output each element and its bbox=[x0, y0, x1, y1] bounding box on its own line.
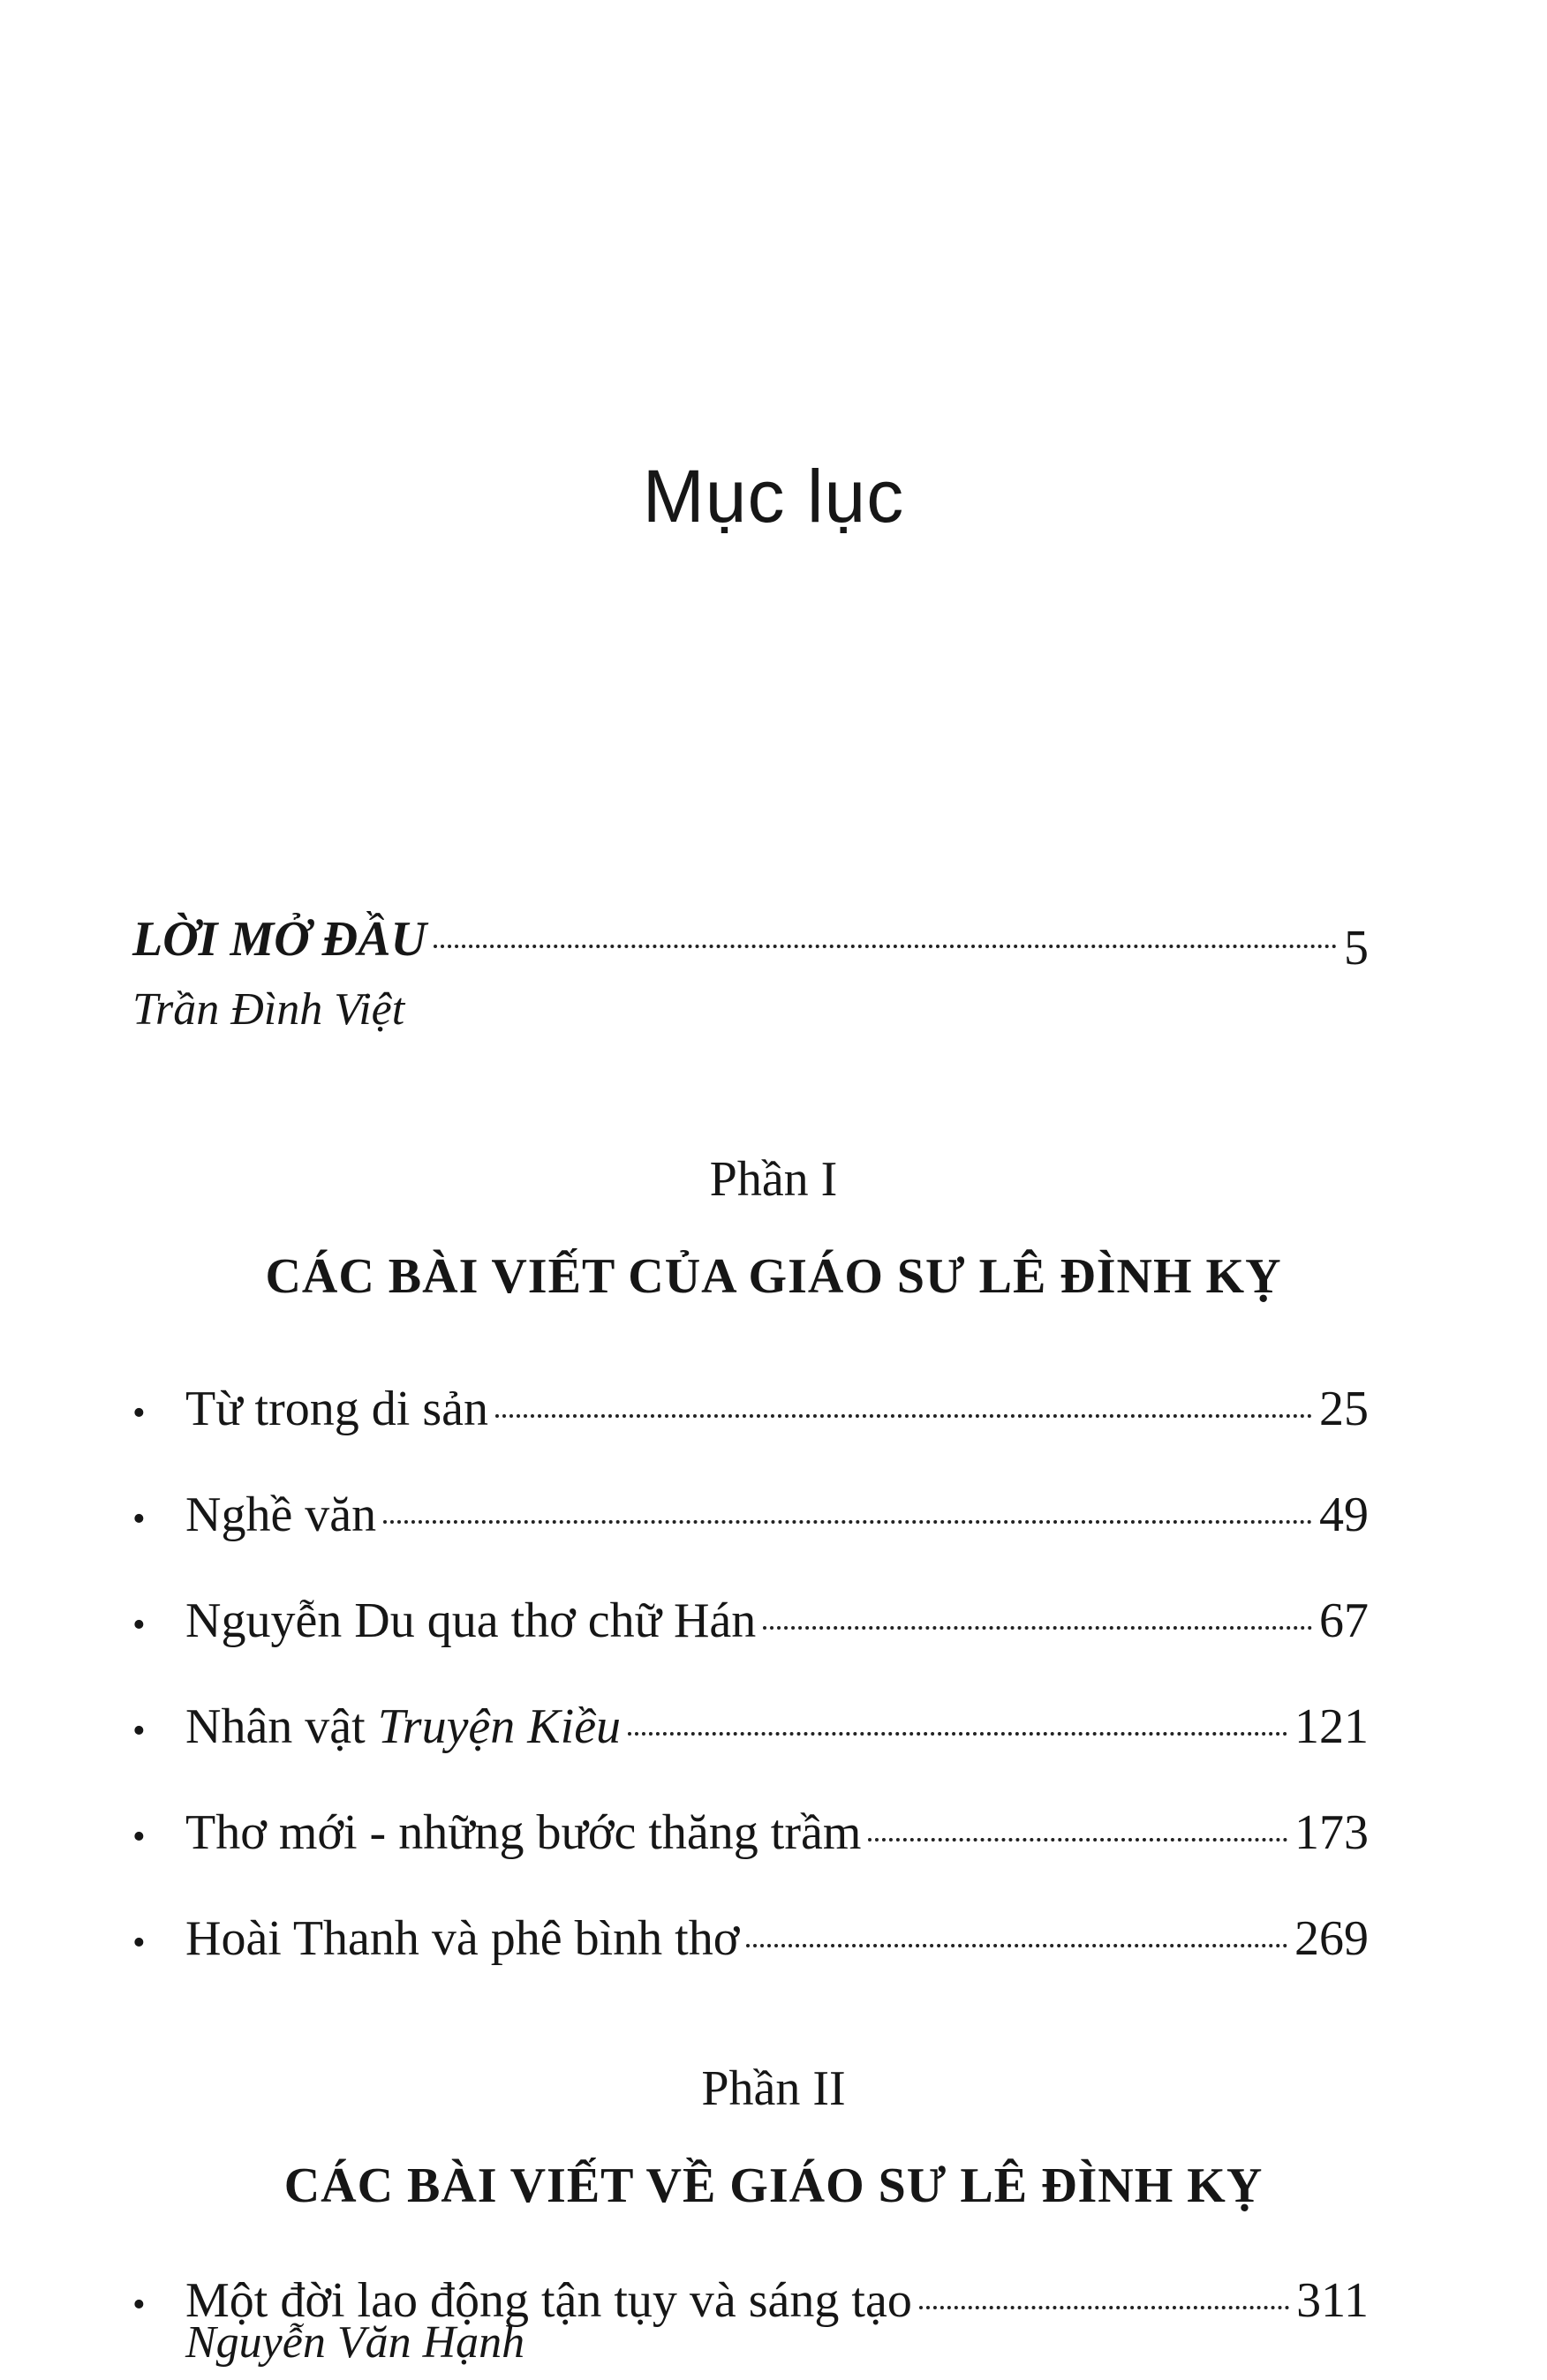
toc-entry-title: Nguyễn Du qua thơ chữ Hán bbox=[185, 1593, 757, 1648]
toc-entry-title-prefix: Nhân vật bbox=[185, 1699, 378, 1754]
bullet-icon: • bbox=[132, 1817, 146, 1857]
part-label: Phần II bbox=[701, 2061, 846, 2116]
dot-leader bbox=[434, 945, 1337, 948]
toc-entry-title: Nghề văn bbox=[185, 1488, 377, 1542]
toc-entry[interactable] bbox=[132, 1699, 1369, 1754]
toc-entry[interactable] bbox=[132, 1805, 1369, 1860]
toc-entry-page: 49 bbox=[1319, 1488, 1369, 1542]
part-label: Phần I bbox=[709, 1152, 838, 1207]
toc-entry[interactable] bbox=[132, 1384, 1369, 1434]
bullet-icon: • bbox=[132, 1605, 146, 1646]
toc-entry-title: LỜI MỞ ĐẦU bbox=[132, 912, 426, 967]
toc-entry-title: Từ trong di sản bbox=[185, 1382, 488, 1436]
dot-leader bbox=[746, 1944, 1287, 1947]
toc-entry[interactable] bbox=[132, 1490, 1369, 1540]
dot-leader bbox=[383, 1520, 1312, 1524]
toc-entry-title-italic: Truyện Kiều bbox=[377, 1699, 622, 1754]
bullet-icon: • bbox=[132, 1923, 146, 1963]
dot-leader bbox=[628, 1732, 1287, 1736]
dot-leader bbox=[919, 2306, 1289, 2309]
dot-leader bbox=[763, 1626, 1312, 1630]
page-title: Mục lục bbox=[642, 455, 905, 538]
part-heading: CÁC BÀI VIẾT VỀ GIÁO SƯ LÊ ĐÌNH KỴ bbox=[283, 2158, 1264, 2213]
part-heading: CÁC BÀI VIẾT CỦA GIÁO SƯ LÊ ĐÌNH KỴ bbox=[265, 1249, 1282, 1304]
toc-entry-title: Hoài Thanh và phê bình thơ bbox=[185, 1911, 740, 1966]
toc-entry-title: Một đời lao động tận tụy và sáng tạo bbox=[185, 2273, 912, 2328]
toc-entry-author: Nguyễn Văn Hạnh bbox=[185, 2317, 525, 2368]
bullet-icon: • bbox=[132, 1711, 146, 1751]
toc-entry[interactable] bbox=[132, 1911, 1369, 1966]
toc-entry-page: 269 bbox=[1294, 1911, 1369, 1966]
toc-entry-page: 25 bbox=[1319, 1382, 1369, 1436]
toc-entry-title bbox=[185, 1699, 622, 1754]
toc-entry-page: 67 bbox=[1319, 1593, 1369, 1648]
toc-entry[interactable] bbox=[132, 1593, 1369, 1648]
dot-leader bbox=[868, 1838, 1287, 1841]
toc-entry-page: 121 bbox=[1294, 1699, 1369, 1754]
bullet-icon: • bbox=[132, 1499, 146, 1540]
toc-entry-page: 5 bbox=[1344, 921, 1369, 975]
toc-entry-preface[interactable] bbox=[132, 912, 1369, 975]
dot-leader bbox=[495, 1414, 1312, 1418]
toc-entry-title: Thơ mới - những bước thăng trầm bbox=[185, 1805, 862, 1860]
bullet-icon: • bbox=[132, 1393, 146, 1434]
toc-entry-author: Trần Đình Việt bbox=[132, 984, 405, 1035]
toc-entry-page: 173 bbox=[1294, 1805, 1369, 1860]
bullet-icon: • bbox=[132, 2285, 146, 2325]
toc-entry-page: 311 bbox=[1296, 2273, 1369, 2328]
